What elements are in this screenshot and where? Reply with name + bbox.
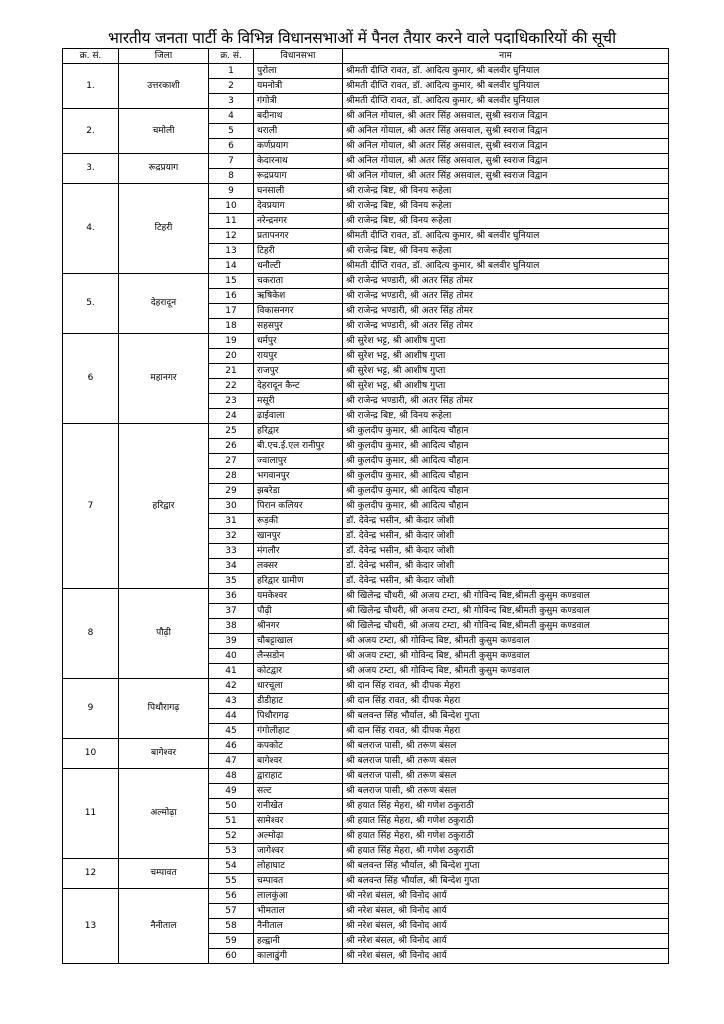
seat-number: 35 bbox=[209, 574, 254, 589]
assembly-name: खानपुर bbox=[254, 529, 343, 544]
seat-number: 32 bbox=[209, 529, 254, 544]
assembly-name: पुरोला bbox=[254, 64, 343, 79]
assembly-name: चकराता bbox=[254, 274, 343, 289]
assembly-name: गंगोत्री bbox=[254, 94, 343, 109]
official-names: श्री दान सिंह रावत, श्री दीपक मेहरा bbox=[343, 694, 669, 709]
official-names: श्री राजेन्द्र बिष्ट, श्री विनय रूहेला bbox=[343, 409, 669, 424]
assembly-name: हल्द्वानी bbox=[254, 934, 343, 949]
header-district: जिला bbox=[119, 49, 209, 64]
district-name: पौढ़ी bbox=[119, 589, 209, 679]
official-names: श्री बलवन्त सिंह भौर्याल, श्री बिन्देश गुप्ता bbox=[343, 709, 669, 724]
assembly-name: मसूरी bbox=[254, 394, 343, 409]
table-row bbox=[63, 334, 669, 349]
assembly-name: बदीनाथ bbox=[254, 109, 343, 124]
assembly-name: बागेश्वर bbox=[254, 754, 343, 769]
district-name: हरिद्वार bbox=[119, 424, 209, 589]
assembly-name: सल्ट bbox=[254, 784, 343, 799]
seat-number: 57 bbox=[209, 904, 254, 919]
official-names: श्री कुलदीप कुमार, श्री आदित्य चौहान bbox=[343, 454, 669, 469]
seat-number: 12 bbox=[209, 229, 254, 244]
assembly-name: प्रतापनगर bbox=[254, 229, 343, 244]
header-assembly: विधानसभा bbox=[254, 49, 343, 64]
official-names: श्री अजय टम्टा, श्री गोविन्द बिष्ट, श्रीमती कुसुम कण्डवाल bbox=[343, 634, 669, 649]
assembly-name: बी.एच.ई.एल रानीपुर bbox=[254, 439, 343, 454]
assembly-name: द्वाराहाट bbox=[254, 769, 343, 784]
district-number: 2. bbox=[63, 109, 119, 154]
table-row bbox=[63, 274, 669, 289]
seat-number: 46 bbox=[209, 739, 254, 754]
assembly-name: अल्मोढ़ा bbox=[254, 829, 343, 844]
assembly-name: भगवानपुर bbox=[254, 469, 343, 484]
seat-number: 22 bbox=[209, 379, 254, 394]
seat-number: 25 bbox=[209, 424, 254, 439]
official-names: श्री हयात सिंह मेहरा, श्री गणेश ठकुराठी bbox=[343, 814, 669, 829]
official-names: डॉ. देवेन्द्र भसीन, श्री केदार जोशी bbox=[343, 574, 669, 589]
assembly-name: चौबट्टाखाल bbox=[254, 634, 343, 649]
official-names: श्री राजेन्द्र भण्डारी, श्री अतर सिंह तोमर bbox=[343, 274, 669, 289]
document-title: भारतीय जनता पार्टी के विभिन्न विधानसभाओं में पैनल तैयार करने वाले पदाधिकारियों की सूची bbox=[108, 29, 616, 47]
official-names: डॉ. देवेन्द्र भसीन, श्री केदार जोशी bbox=[343, 559, 669, 574]
assembly-name: विकासनगर bbox=[254, 304, 343, 319]
assembly-name: घनसाली bbox=[254, 184, 343, 199]
official-names: श्री सुरेश भट्ट, श्री आशीष गुप्ता bbox=[343, 379, 669, 394]
seat-number: 56 bbox=[209, 889, 254, 904]
seat-number: 58 bbox=[209, 919, 254, 934]
district-name: टिहरी bbox=[119, 184, 209, 274]
seat-number: 51 bbox=[209, 814, 254, 829]
assembly-name: कालाढुंगी bbox=[254, 949, 343, 964]
table-row bbox=[63, 184, 669, 199]
official-names: श्री खिलेन्द्र चौधरी, श्री अजय टम्टा, श्री गोविन्द बिष्ट,श्रीमती कुसुम कण्डवाल bbox=[343, 604, 669, 619]
assembly-name: रूद्रप्रयाग bbox=[254, 169, 343, 184]
official-names: श्री कुलदीप कुमार, श्री आदित्य चौहान bbox=[343, 499, 669, 514]
official-names: श्री खिलेन्द्र चौधरी, श्री अजय टम्टा, श्री गोविन्द बिष्ट,श्रीमती कुसुम कण्डवाल bbox=[343, 589, 669, 604]
seat-number: 18 bbox=[209, 319, 254, 334]
official-names: श्री बलवन्त सिंह भौर्याल, श्री बिन्देश गुप्ता bbox=[343, 859, 669, 874]
district-name: देहरादून bbox=[119, 274, 209, 334]
seat-number: 9 bbox=[209, 184, 254, 199]
table-row bbox=[63, 424, 669, 439]
assembly-name: कर्णप्रयाग bbox=[254, 139, 343, 154]
official-names: श्री अजय टम्टा, श्री गोविन्द बिष्ट, श्रीमती कुसुम कण्डवाल bbox=[343, 664, 669, 679]
seat-number: 37 bbox=[209, 604, 254, 619]
assembly-name: मंगलौर bbox=[254, 544, 343, 559]
district-number: 10 bbox=[63, 739, 119, 769]
assembly-name: लोहाघाट bbox=[254, 859, 343, 874]
official-names: श्री नरेश बंसल, श्री विनोद आर्य bbox=[343, 889, 669, 904]
seat-number: 50 bbox=[209, 799, 254, 814]
district-name: चम्पावत bbox=[119, 859, 209, 889]
official-names: श्री अनिल गोयाल, श्री अतर सिंह असवाल, सुश्री स्वराज विद्वान bbox=[343, 169, 669, 184]
header-district-no: क्र. सं. bbox=[63, 49, 119, 64]
seat-number: 1 bbox=[209, 64, 254, 79]
official-names: श्रीमती दीप्ति रावत, डॉ. आदित्य कुमार, श्री बलवीर घुनियाल bbox=[343, 64, 669, 79]
official-names: श्री राजेन्द्र भण्डारी, श्री अतर सिंह तोमर bbox=[343, 319, 669, 334]
seat-number: 17 bbox=[209, 304, 254, 319]
official-names: श्री राजेन्द्र बिष्ट, श्री विनय रूहेला bbox=[343, 214, 669, 229]
seat-number: 47 bbox=[209, 754, 254, 769]
assembly-name: थराली bbox=[254, 124, 343, 139]
assembly-name: लक्सर bbox=[254, 559, 343, 574]
official-names: श्री राजेन्द्र भण्डारी, श्री अतर सिंह तोमर bbox=[343, 394, 669, 409]
district-number: 7 bbox=[63, 424, 119, 589]
district-number: 12 bbox=[63, 859, 119, 889]
table-row bbox=[63, 889, 669, 904]
official-names: श्री कुलदीप कुमार, श्री आदित्य चौहान bbox=[343, 424, 669, 439]
seat-number: 5 bbox=[209, 124, 254, 139]
table-row bbox=[63, 769, 669, 784]
assembly-name: हरिद्वार bbox=[254, 424, 343, 439]
table-row bbox=[63, 679, 669, 694]
seat-number: 27 bbox=[209, 454, 254, 469]
assembly-name: डीडीहाट bbox=[254, 694, 343, 709]
assembly-name: ऋषिकेश bbox=[254, 289, 343, 304]
assembly-name: यमनोत्री bbox=[254, 79, 343, 94]
district-number: 11 bbox=[63, 769, 119, 859]
assembly-name: देवप्रयाग bbox=[254, 199, 343, 214]
official-names: श्री सुरेश भट्ट, श्री आशीष गुप्ता bbox=[343, 349, 669, 364]
official-names: श्री अनिल गोयाल, श्री अतर सिंह असवाल, सुश्री स्वराज विद्वान bbox=[343, 124, 669, 139]
seat-number: 11 bbox=[209, 214, 254, 229]
official-names: श्री राजेन्द्र बिष्ट, श्री विनय रूहेला bbox=[343, 199, 669, 214]
assembly-name: गंगोलीहाट bbox=[254, 724, 343, 739]
seat-number: 6 bbox=[209, 139, 254, 154]
seat-number: 60 bbox=[209, 949, 254, 964]
official-names: श्री हयात सिंह मेहरा, श्री गणेश ठकुराठी bbox=[343, 799, 669, 814]
table-row bbox=[63, 859, 669, 874]
assembly-name: देहरादून कैन्ट bbox=[254, 379, 343, 394]
district-name: उत्तरकाशी bbox=[119, 64, 209, 109]
table-row bbox=[63, 109, 669, 124]
assembly-name: टिहरी bbox=[254, 244, 343, 259]
assembly-name: चम्पावत bbox=[254, 874, 343, 889]
assembly-name: सामेश्वर bbox=[254, 814, 343, 829]
table-row bbox=[63, 739, 669, 754]
assembly-name: रानीखेत bbox=[254, 799, 343, 814]
assembly-name: हरिद्वार ग्रामीण bbox=[254, 574, 343, 589]
district-name: रूद्रप्रयाग bbox=[119, 154, 209, 184]
seat-number: 3 bbox=[209, 94, 254, 109]
seat-number: 36 bbox=[209, 589, 254, 604]
official-names: श्री सुरेश भट्ट, श्री आशीष गुप्ता bbox=[343, 364, 669, 379]
official-names: श्री नरेश बंसल, श्री विनोद आर्य bbox=[343, 919, 669, 934]
assembly-name: भीमताल bbox=[254, 904, 343, 919]
official-names: श्री खिलेन्द्र चौधरी, श्री अजय टम्टा, श्री गोविन्द बिष्ट,श्रीमती कुसुम कण्डवाल bbox=[343, 619, 669, 634]
official-names: डॉ. देवेन्द्र भसीन, श्री केदार जोशी bbox=[343, 544, 669, 559]
assembly-name: कपकोट bbox=[254, 739, 343, 754]
seat-number: 7 bbox=[209, 154, 254, 169]
seat-number: 55 bbox=[209, 874, 254, 889]
table-row bbox=[63, 589, 669, 604]
district-number: 9 bbox=[63, 679, 119, 739]
official-names: श्री नरेश बंसल, श्री विनोद आर्य bbox=[343, 934, 669, 949]
seat-number: 31 bbox=[209, 514, 254, 529]
assembly-name: कोटद्वार bbox=[254, 664, 343, 679]
assembly-name: रायपुर bbox=[254, 349, 343, 364]
seat-number: 40 bbox=[209, 649, 254, 664]
official-names: श्री नरेश बंसल, श्री विनोद आर्य bbox=[343, 949, 669, 964]
official-names: श्री बलराज पासी, श्री तरूण बंसल bbox=[343, 754, 669, 769]
assembly-name: पिरान कलियर bbox=[254, 499, 343, 514]
assembly-name: रूड़की bbox=[254, 514, 343, 529]
district-number: 3. bbox=[63, 154, 119, 184]
official-names: श्रीमती दीप्ति रावत, डॉ. आदित्य कुमार, श्री बलवीर घुनियाल bbox=[343, 259, 669, 274]
seat-number: 43 bbox=[209, 694, 254, 709]
seat-number: 30 bbox=[209, 499, 254, 514]
seat-number: 26 bbox=[209, 439, 254, 454]
assembly-name: पिथौरागढ़ bbox=[254, 709, 343, 724]
official-names: श्रीमती दीप्ति रावत, डॉ. आदित्य कुमार, श्री बलवीर घुनियाल bbox=[343, 229, 669, 244]
table-row bbox=[63, 154, 669, 169]
seat-number: 2 bbox=[209, 79, 254, 94]
official-names: श्री राजेन्द्र बिष्ट, श्री विनय रूहेला bbox=[343, 244, 669, 259]
seat-number: 10 bbox=[209, 199, 254, 214]
header-seat-no: क्र. सं. bbox=[209, 49, 254, 64]
seat-number: 41 bbox=[209, 664, 254, 679]
official-names: श्री बलराज पासी, श्री तरूण बंसल bbox=[343, 784, 669, 799]
seat-number: 39 bbox=[209, 634, 254, 649]
official-names: श्री कुलदीप कुमार, श्री आदित्य चौहान bbox=[343, 439, 669, 454]
official-names: श्री अनिल गोयाल, श्री अतर सिंह असवाल, सुश्री स्वराज विद्वान bbox=[343, 139, 669, 154]
seat-number: 16 bbox=[209, 289, 254, 304]
assembly-name: लालकुंआ bbox=[254, 889, 343, 904]
seat-number: 53 bbox=[209, 844, 254, 859]
district-name: अल्मोढ़ा bbox=[119, 769, 209, 859]
official-names: श्री बलवन्त सिंह भौर्याल, श्री बिन्देश गुप्ता bbox=[343, 874, 669, 889]
seat-number: 23 bbox=[209, 394, 254, 409]
assembly-name: नैनीताल bbox=[254, 919, 343, 934]
seat-number: 54 bbox=[209, 859, 254, 874]
assembly-name: ज्वालापुर bbox=[254, 454, 343, 469]
seat-number: 42 bbox=[209, 679, 254, 694]
official-names: श्री सुरेश भट्ट, श्री आशीष गुप्ता bbox=[343, 334, 669, 349]
district-name: नैनीताल bbox=[119, 889, 209, 964]
official-names: श्रीमती दीप्ति रावत, डॉ. आदित्य कुमार, श्री बलवीर घुनियाल bbox=[343, 94, 669, 109]
official-names: श्री कुलदीप कुमार, श्री आदित्य चौहान bbox=[343, 484, 669, 499]
official-names: श्री बलराज पासी, श्री तरूण बंसल bbox=[343, 769, 669, 784]
district-name: चमोली bbox=[119, 109, 209, 154]
district-number: 5. bbox=[63, 274, 119, 334]
assembly-name: पौढ़ी bbox=[254, 604, 343, 619]
official-names: श्री कुलदीप कुमार, श्री आदित्य चौहान bbox=[343, 469, 669, 484]
official-names: डॉ. देवेन्द्र भसीन, श्री केदार जोशी bbox=[343, 529, 669, 544]
official-names: श्री राजेन्द्र भण्डारी, श्री अतर सिंह तोमर bbox=[343, 304, 669, 319]
seat-number: 52 bbox=[209, 829, 254, 844]
district-name: बागेश्वर bbox=[119, 739, 209, 769]
table-body bbox=[63, 64, 669, 964]
assembly-name: लैन्सडोन bbox=[254, 649, 343, 664]
assembly-name: श्रीनगर bbox=[254, 619, 343, 634]
official-names: श्री राजेन्द्र बिष्ट, श्री विनय रूहेला bbox=[343, 184, 669, 199]
header-row bbox=[63, 49, 669, 64]
official-names: श्री दान सिंह रावत, श्री दीपक मेहरा bbox=[343, 724, 669, 739]
official-names: श्री अजय टम्टा, श्री गोविन्द बिष्ट, श्रीमती कुसुम कण्डवाल bbox=[343, 649, 669, 664]
seat-number: 28 bbox=[209, 469, 254, 484]
assembly-name: राजपुर bbox=[254, 364, 343, 379]
seat-number: 21 bbox=[209, 364, 254, 379]
district-name: महानगर bbox=[119, 334, 209, 424]
official-names: श्री हयात सिंह मेहरा, श्री गणेश ठकुराठी bbox=[343, 829, 669, 844]
official-names: डॉ. देवेन्द्र भसीन, श्री केदार जोशी bbox=[343, 514, 669, 529]
seat-number: 59 bbox=[209, 934, 254, 949]
assembly-name: नरेन्द्रनगर bbox=[254, 214, 343, 229]
official-names: श्री नरेश बंसल, श्री विनोद आर्य bbox=[343, 904, 669, 919]
panel-table bbox=[62, 48, 669, 964]
seat-number: 13 bbox=[209, 244, 254, 259]
official-names: श्रीमती दीप्ति रावत, डॉ. आदित्य कुमार, श्री बलवीर घुनियाल bbox=[343, 79, 669, 94]
district-number: 13 bbox=[63, 889, 119, 964]
district-name: पिथौरागढ़ bbox=[119, 679, 209, 739]
district-number: 6 bbox=[63, 334, 119, 424]
official-names: श्री हयात सिंह मेहरा, श्री गणेश ठकुराठी bbox=[343, 844, 669, 859]
official-names: श्री दान सिंह रावत, श्री दीपक मेहरा bbox=[343, 679, 669, 694]
assembly-name: ढाईवाला bbox=[254, 409, 343, 424]
official-names: श्री बलराज पासी, श्री तरूण बंसल bbox=[343, 739, 669, 754]
seat-number: 34 bbox=[209, 559, 254, 574]
seat-number: 24 bbox=[209, 409, 254, 424]
assembly-name: झबरेडा bbox=[254, 484, 343, 499]
district-number: 1. bbox=[63, 64, 119, 109]
assembly-name: जागेश्वर bbox=[254, 844, 343, 859]
seat-number: 45 bbox=[209, 724, 254, 739]
header-name: नाम bbox=[343, 49, 669, 64]
assembly-name: धर्मपुर bbox=[254, 334, 343, 349]
district-number: 4. bbox=[63, 184, 119, 274]
seat-number: 44 bbox=[209, 709, 254, 724]
table-row bbox=[63, 64, 669, 79]
seat-number: 4 bbox=[209, 109, 254, 124]
seat-number: 49 bbox=[209, 784, 254, 799]
seat-number: 19 bbox=[209, 334, 254, 349]
seat-number: 48 bbox=[209, 769, 254, 784]
assembly-name: धनौल्टी bbox=[254, 259, 343, 274]
seat-number: 15 bbox=[209, 274, 254, 289]
seat-number: 20 bbox=[209, 349, 254, 364]
official-names: श्री राजेन्द्र भण्डारी, श्री अतर सिंह तोमर bbox=[343, 289, 669, 304]
assembly-name: धारचूला bbox=[254, 679, 343, 694]
assembly-name: केदारनाथ bbox=[254, 154, 343, 169]
seat-number: 38 bbox=[209, 619, 254, 634]
official-names: श्री अनिल गोयाल, श्री अतर सिंह असवाल, सुश्री स्वराज विद्वान bbox=[343, 154, 669, 169]
district-number: 8 bbox=[63, 589, 119, 679]
seat-number: 14 bbox=[209, 259, 254, 274]
assembly-name: सहसपुर bbox=[254, 319, 343, 334]
seat-number: 29 bbox=[209, 484, 254, 499]
seat-number: 8 bbox=[209, 169, 254, 184]
assembly-name: यमकेश्वर bbox=[254, 589, 343, 604]
seat-number: 33 bbox=[209, 544, 254, 559]
official-names: श्री अनिल गोयाल, श्री अतर सिंह असवाल, सुश्री स्वराज विद्वान bbox=[343, 109, 669, 124]
